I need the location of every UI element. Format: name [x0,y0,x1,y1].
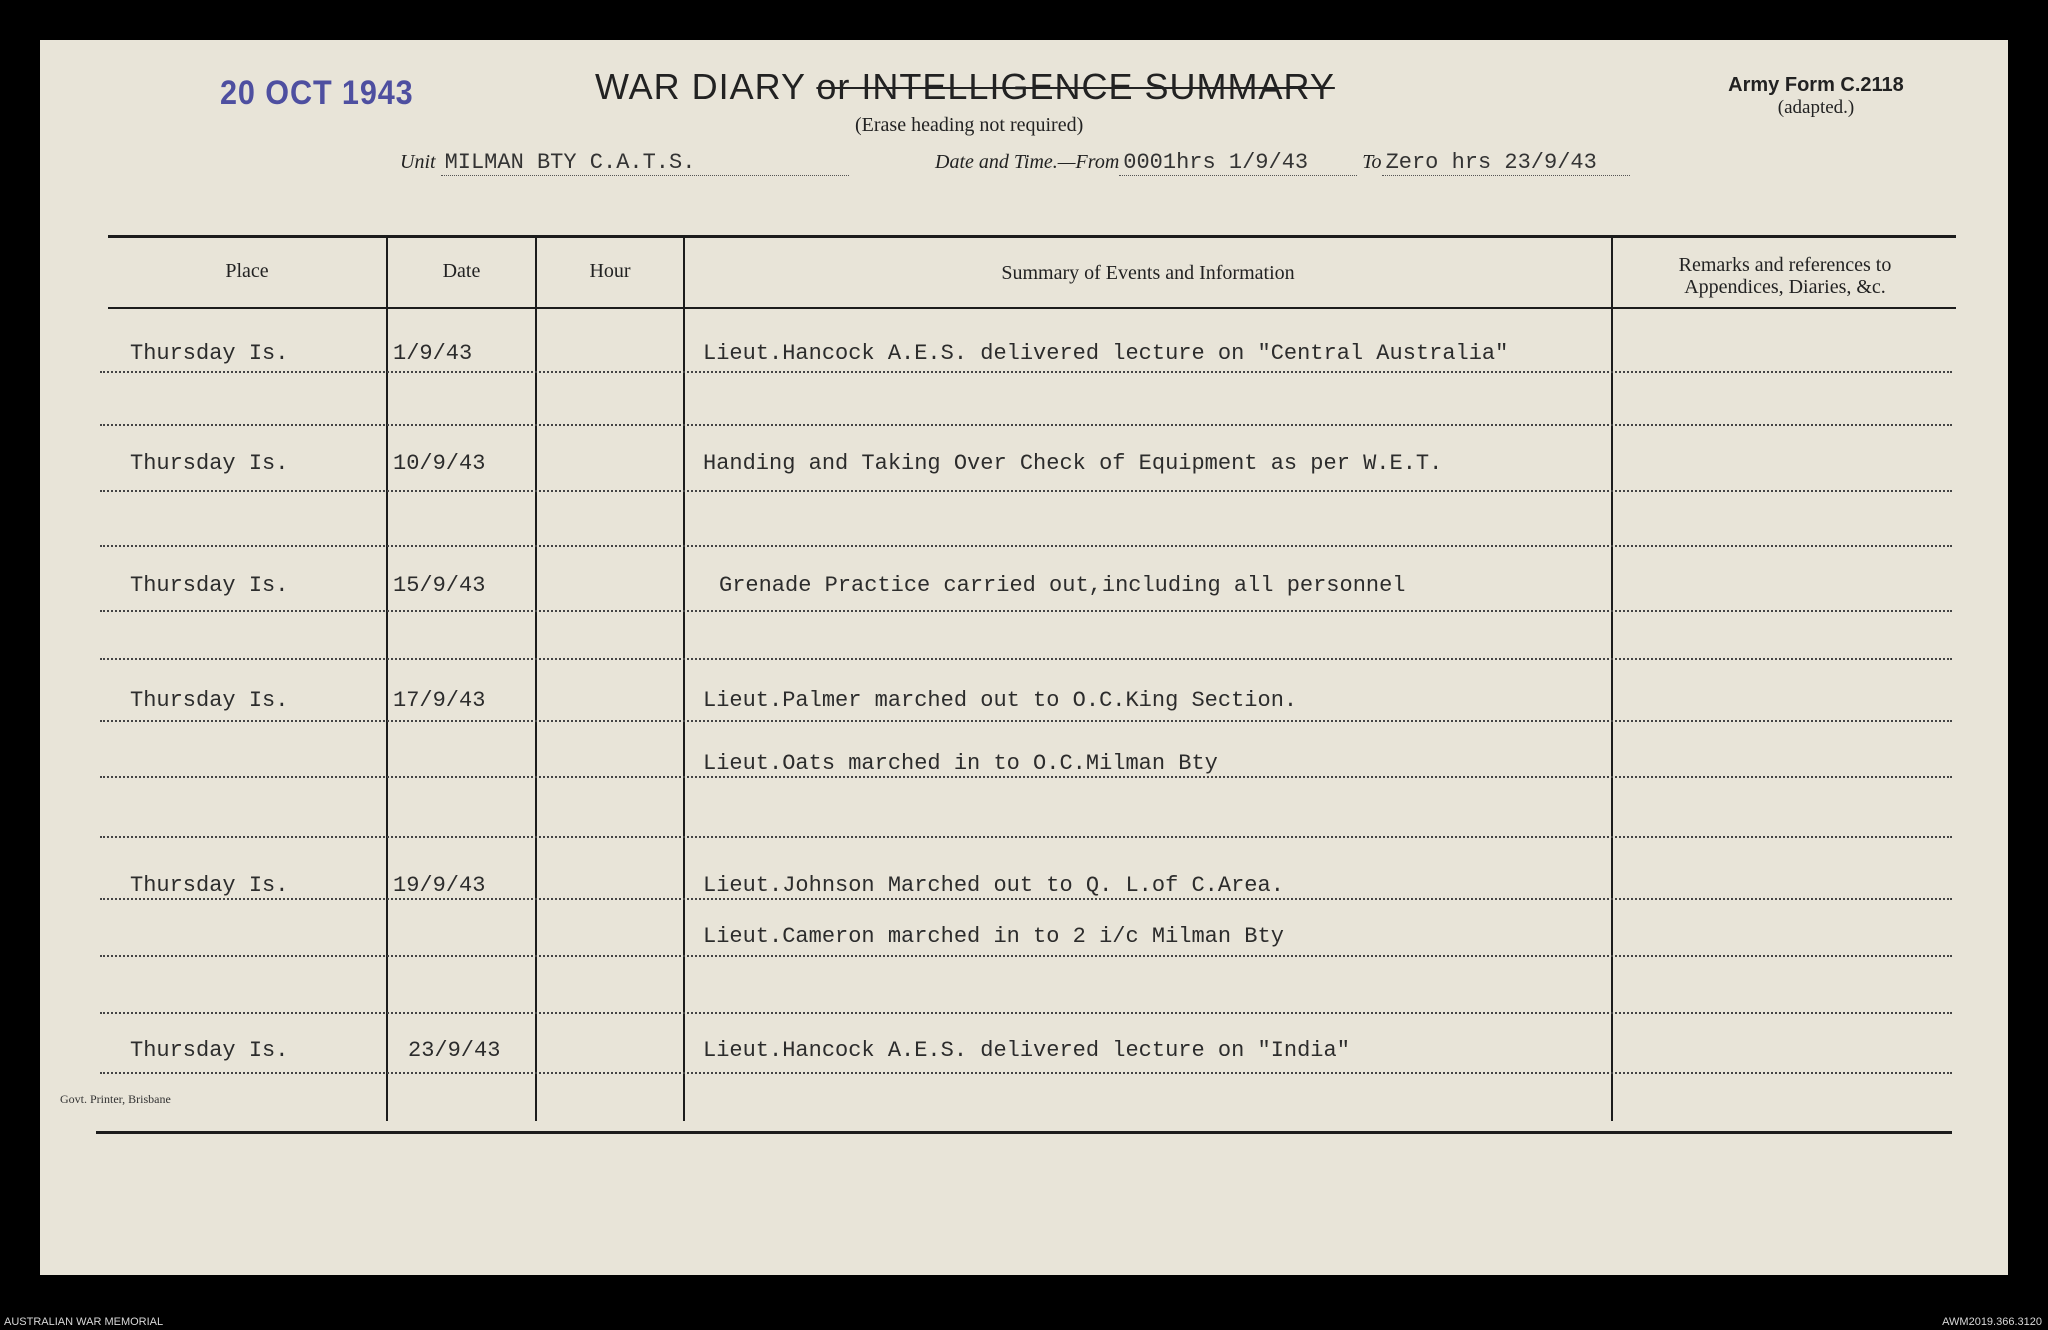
date-stamp: 20 OCT 1943 [220,74,414,112]
entry-place: Thursday Is. [130,688,289,713]
entry-summary: Lieut.Hancock A.E.S. delivered lecture on "India" [703,1038,1350,1063]
entry-summary: Lieut.Hancock A.E.S. delivered lecture on "Central Australia" [703,341,1509,366]
ruled-line [100,836,1952,838]
ruled-line [100,776,1952,778]
ruled-line [100,490,1952,492]
ruled-line [100,720,1952,722]
archive-reference: AWM2019.366.3120 [1942,1316,2042,1328]
ruled-line [100,610,1952,612]
ruled-line [100,1072,1952,1074]
table-bottom-rule [96,1131,1952,1134]
ruled-line [100,424,1952,426]
form-subtitle: (Erase heading not required) [855,114,1084,136]
entry-date: 17/9/43 [393,688,486,713]
unit-field [400,150,849,176]
entry-summary: Lieut.Oats marched in to O.C.Milman Bty [703,751,1218,776]
entry-date: 15/9/43 [393,573,486,598]
printer-imprint: Govt. Printer, Brisbane [60,1092,171,1106]
entry-date: 23/9/43 [408,1038,501,1063]
entry-place: Thursday Is. [130,451,289,476]
entry-summary: Handing and Taking Over Check of Equipment as per W.E.T. [703,451,1443,476]
ruled-line [100,658,1952,660]
column-header-remarks: Remarks and references to Appendices, Diaries, &c. [1678,254,1892,298]
from-value: 0001hrs 1/9/43 [1119,150,1357,176]
entry-place: Thursday Is. [130,341,289,366]
column-divider-hour [683,235,685,1121]
column-header-place: Place [225,260,269,282]
army-form-note: (adapted.) [1777,97,1855,118]
to-label: To [1362,151,1382,173]
column-divider-summary [1611,235,1613,1121]
entry-place: Thursday Is. [130,873,289,898]
ruled-line [100,898,1952,900]
entry-date: 19/9/43 [393,873,486,898]
ruled-line [100,545,1952,547]
to-value: Zero hrs 23/9/43 [1382,150,1630,176]
unit-value: MILMAN BTY C.A.T.S. [441,150,849,176]
entry-summary: Lieut.Palmer marched out to O.C.King Section. [703,688,1298,713]
title-main: WAR DIARY [595,66,817,107]
date-label: Date and Time.—From [935,151,1120,173]
column-header-hour: Hour [589,260,631,282]
archive-credit: AUSTRALIAN WAR MEMORIAL [4,1316,164,1328]
unit-label: Unit [400,151,436,173]
army-form-label [1726,74,1906,119]
form-title [595,66,1335,108]
column-header-summary: Summary of Events and Information [1001,262,1295,284]
column-divider-date [535,235,537,1121]
entry-summary: Lieut.Johnson Marched out to Q. L.of C.Area. [703,873,1284,898]
entry-place: Thursday Is. [130,573,289,598]
ruled-line [100,371,1952,373]
entry-summary: Grenade Practice carried out,including all personnel [719,573,1406,598]
entry-date: 1/9/43 [393,341,473,366]
entry-place: Thursday Is. [130,1038,289,1063]
army-form-number: Army Form C.2118 [1728,74,1904,96]
ruled-line [100,1012,1952,1014]
column-header-date: Date [442,260,481,282]
date-time-field [935,150,1630,176]
entry-summary: Lieut.Cameron marched in to 2 i/c Milman Bty [703,924,1284,949]
entry-date: 10/9/43 [393,451,486,476]
column-divider-place [386,235,388,1121]
ruled-line [100,955,1952,957]
title-struck: or INTELLIGENCE SUMMARY [816,66,1335,107]
